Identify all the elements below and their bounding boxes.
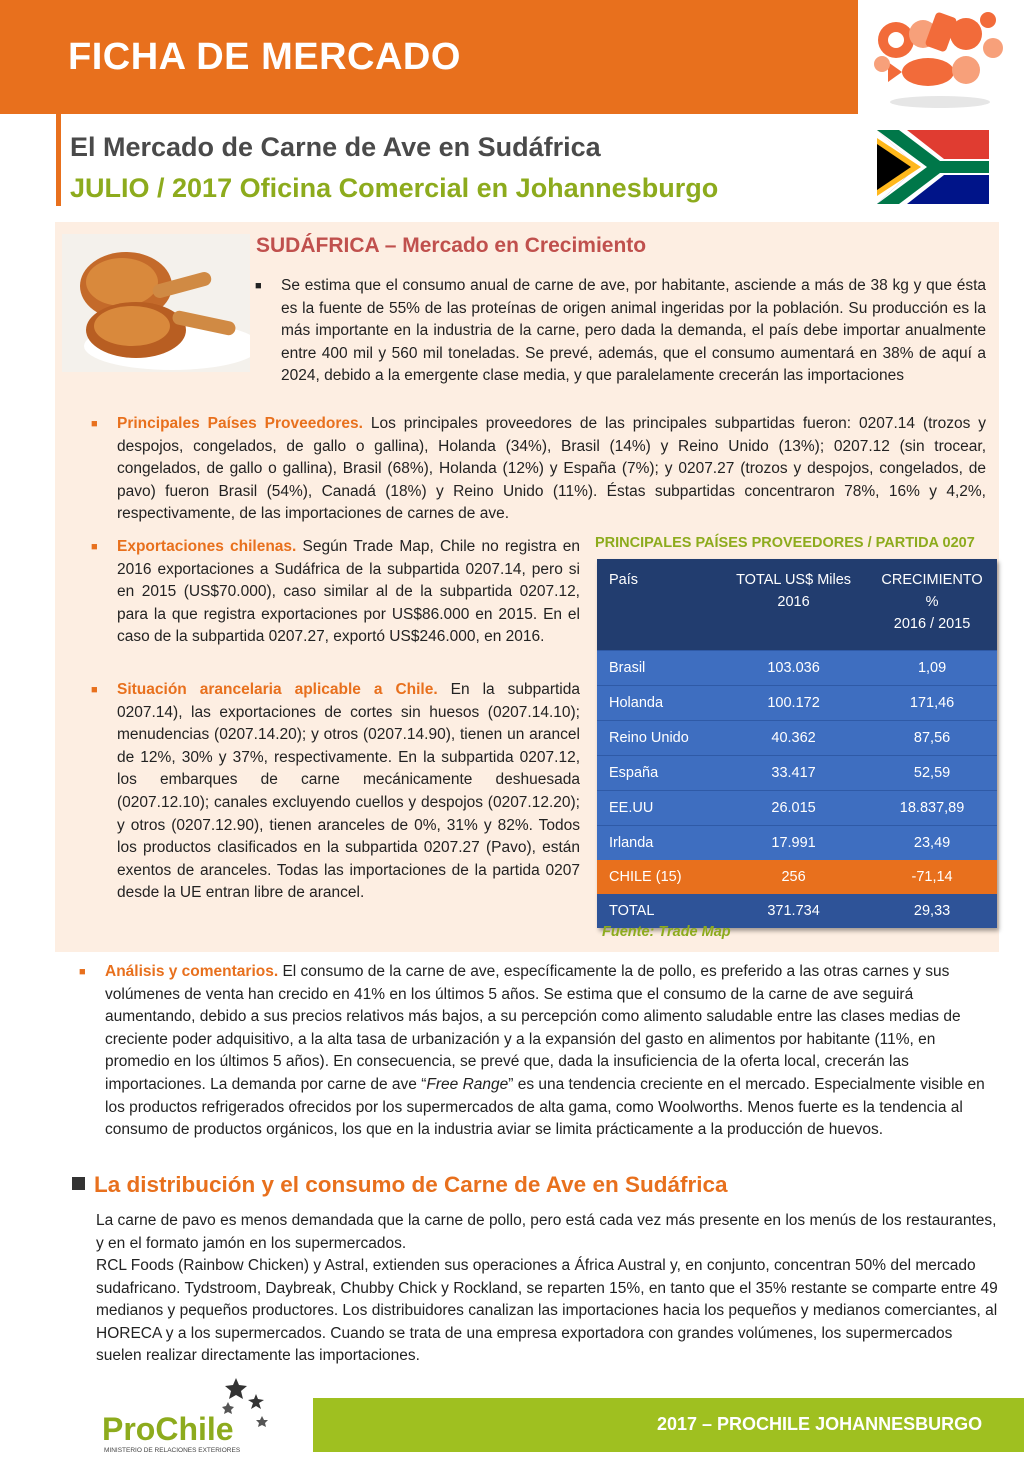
fried-chicken-photo <box>62 234 250 372</box>
cell-growth: 29,33 <box>867 894 997 928</box>
table-header-row <box>597 559 997 651</box>
exports-bullet <box>91 536 581 649</box>
bullet-square-icon: ■ <box>91 684 98 696</box>
cell-country: Reino Unido <box>597 721 720 756</box>
exports-label: Exportaciones chilenas. <box>117 538 297 555</box>
cell-total: 103.036 <box>720 651 867 686</box>
intro-text: Se estima que el consumo anual de carne de ave, por habitante, asciende a más de 38 kg y que ésta es la fuente de 55% de las proteínas de origen animal ingeridas por la población. Su producción es la más importante en la industria de la carne, pero dada la demanda, el país debe importar anualmente entre 400 mil y 560 mil toneladas. Se prevé, además, que el consumo aumentará en 38% de aquí a 2024, debido a la emergente clase media, y que paralelamente crecerán las importaciones <box>281 277 986 385</box>
food-logo-icon <box>868 4 1008 112</box>
cell-total: 100.172 <box>720 686 867 721</box>
cell-growth: 171,46 <box>867 686 997 721</box>
cell-growth: 52,59 <box>867 756 997 791</box>
table-row-total <box>597 894 997 928</box>
cell-country: CHILE (15) <box>597 860 720 894</box>
prochile-logo-subtext: MINISTERIO DE RELACIONES EXTERIORES <box>104 1447 241 1454</box>
bullet-square-icon: ■ <box>91 541 98 553</box>
table-row <box>597 791 997 826</box>
bullet-square-icon: ■ <box>79 966 86 978</box>
tariffs-bullet <box>91 679 580 905</box>
table-row <box>597 826 997 861</box>
col-header-total: TOTAL US$ Miles 2016 <box>720 559 867 651</box>
section-heading-growth: SUDÁFRICA – Mercado en Crecimiento <box>256 234 647 257</box>
cell-country: Brasil <box>597 651 720 686</box>
table-row <box>597 756 997 791</box>
prochile-logo-text: ProChile <box>102 1411 234 1447</box>
cell-country: TOTAL <box>597 894 720 928</box>
col-header-country: País <box>597 559 720 651</box>
tariffs-text: En la subpartida 0207.14), las exportaciones de cortes sin huesos (0207.14.10); menudencias (0207.14.20); y otros (0207.14.90), tienen un arancel de 12%, 30% y 37%, respectivamente. En la subpartida 0207.12, los embarques de carne mecánicamente deshuesada (0207.12.10); canales excluyendo cuellos y despojos (0207.12.20); y otros (0207.12.90), tienen aranceles de 0%, 31% y 82%. Todos los productos clasificados en la subpartida 0207.27 (Pavo), están exentos de aranceles. Todas las importaciones de la partida 0207 desde la UE entran libre de arancel. <box>117 681 580 902</box>
section-heading-distribution: La distribución y el consumo de Carne de Ave en Sudáfrica <box>72 1172 728 1198</box>
suppliers-bullet <box>91 413 986 526</box>
table-row <box>597 686 997 721</box>
cell-total: 17.991 <box>720 826 867 861</box>
analysis-text-b: ” es una tendencia creciente en el mercado. Especialmente visible en los productos refrigerados ofrecidos por los supermercados de alta gama, como Woolworths. Menos fuerte es la tendencia al consumo de productos orgánicos, los que en la industria aviar se limita prácticamente a la producción de huevos. <box>105 1075 985 1139</box>
table-source: Fuente: Trade Map <box>602 924 731 940</box>
cell-total: 26.015 <box>720 791 867 826</box>
title-accent-bar <box>56 114 61 206</box>
intro-bullet <box>255 275 986 388</box>
suppliers-label: Principales Países Proveedores. <box>117 415 363 432</box>
prochile-logo <box>100 1372 280 1464</box>
cell-total: 40.362 <box>720 721 867 756</box>
cell-growth: 23,49 <box>867 826 997 861</box>
exports-text: Según Trade Map, Chile no registra en 2016 exportaciones a Sudáfrica de la subpartida 0207.14, pero si en 2015 (US$70.000), caso similar al de la subpartida 0207.12, para la que registra exportaciones por US$86.000 en 2015. En el caso de la subpartida 0207.27, exportó US$246.000, en 2016. <box>117 538 581 646</box>
cell-growth: 18.837,89 <box>867 791 997 826</box>
cell-total: 371.734 <box>720 894 867 928</box>
cell-country: Holanda <box>597 686 720 721</box>
cell-growth: 87,56 <box>867 721 997 756</box>
cell-country: Irlanda <box>597 826 720 861</box>
distribution-paragraph-2: RCL Foods (Rainbow Chicken) y Astral, extienden sus operaciones a África Austral y, en conjunto, concentran 50% del mercado sudafricano. Tydstroom, Daybreak, Chubby Chick y Rockland, se reparten 15%, en tanto que el 35% restante se comparte entre 49 medianos y pequeños productores. Los distribuidores canalizan las importaciones hacia los pequeños y medianos comerciantes, al HORECA y a los supermercados. Cuando se trata de una empresa exportadora con grandes volúmenes, los supermercados suelen realizar directamente las importaciones. <box>96 1257 998 1365</box>
col-header-growth: CRECIMIENTO % 2016 / 2015 <box>867 559 997 651</box>
table-row-chile <box>597 860 997 894</box>
suppliers-text: Los principales proveedores de las principales subpartidas fueron: 0207.14 (trozos y despojos, congelados, de gallo o gallina), Holanda (34%), Brasil (14%) y Reino Unido (13%); 0207.12 (sin trocear, congelados, de gallo o gallina), Brasil (68%), Holanda (12%) y España (7%); y 0207.27 (trozos y despojos, congelados, de pavo) fueron Brasil (54%), Canadá (18%) y Reino Unido (11%). Éstas subpartidas concentraron 78%, 16% y 4,2%, respectivamente, de las importaciones de carnes de ave. <box>117 415 986 523</box>
bullet-square-icon: ■ <box>255 280 262 292</box>
bullet-square-icon: ■ <box>91 418 98 430</box>
analysis-bullet <box>79 961 993 1142</box>
cell-country: España <box>597 756 720 791</box>
distribution-paragraph-1: La carne de pavo es menos demandada que la carne de pollo, pero está cada vez más presente en los menús de los restaurantes, y en el formato jamón en los supermercados. <box>96 1212 997 1252</box>
page-title: FICHA DE MERCADO <box>68 36 461 78</box>
tariffs-label: Situación arancelaria aplicable a Chile. <box>117 681 438 698</box>
heading-square-icon <box>72 1177 85 1190</box>
analysis-text-a: El consumo de la carne de ave, específicamente la de pollo, es preferido a las otras carnes y sus volúmenes de venta han crecido en 41% en los últimos 5 años. Se estima que el consumo de la carne de ave seguirá aumentando, debido a sus precios relativos más bajos, a su percepción como alimento saludable entre las clases medias de creciente poder adquisitivo, a la alta tasa de urbanización y a la expansión del gasto en alimentos por habitante (11%, en promedio en los últimos 5 años). En consecuencia, se prevé que, dada la insuficiencia de la oferta local, crecerán las importaciones. La demanda por carne de ave “ <box>105 963 961 1093</box>
analysis-label: Análisis y comentarios. <box>105 963 279 980</box>
table-row <box>597 721 997 756</box>
table-row <box>597 651 997 686</box>
cell-total: 33.417 <box>720 756 867 791</box>
south-africa-flag-icon <box>877 130 989 204</box>
cell-country: EE.UU <box>597 791 720 826</box>
footer-text: 2017 – PROCHILE JOHANNESBURGO <box>657 1414 983 1434</box>
cell-total: 256 <box>720 860 867 894</box>
table-title: PRINCIPALES PAÍSES PROVEEDORES / PARTIDA 0207 <box>595 535 975 551</box>
cell-growth: 1,09 <box>867 651 997 686</box>
cell-growth: -71,14 <box>867 860 997 894</box>
document-date-office: JULIO / 2017 Oficina Comercial en Johannesburgo <box>70 173 719 203</box>
analysis-italic: Free Range <box>426 1075 509 1093</box>
document-subtitle: El Mercado de Carne de Ave en Sudáfrica <box>70 132 601 162</box>
suppliers-table <box>597 559 997 928</box>
